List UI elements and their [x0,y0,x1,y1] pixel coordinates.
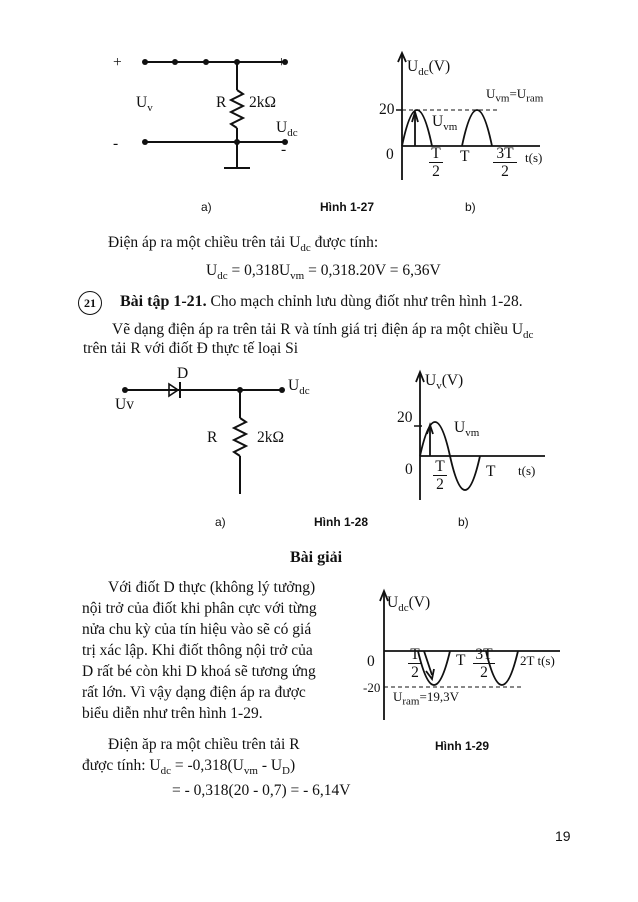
fig127-uvm-eq: $U_{vm}=U_{ram}$ [486,86,544,105]
fig128-label-b: b) [458,515,469,529]
fig127-label-b: b) [465,200,476,214]
solution-line: biểu diễn như trên hình 1-29. [82,705,263,722]
exercise-header: Bài tập 1-21. Cho mạch chỉnh lưu dùng điốt như trên hình 1-28. [120,293,523,310]
fig128-r-label: R [207,429,218,446]
diode-label: D [177,365,189,382]
fig129-2t: 2T t(s) [520,653,555,668]
fig128-caption: Hình 1-28 [314,515,369,529]
fig129-uram: $U_{ram}=19,3V$ [393,689,459,708]
fig128-ts: t(s) [518,463,536,478]
fig128-udc-label: $U_{dc}$ [288,377,310,398]
resistor-label: R [216,94,227,111]
fig129-neg20: -20 [363,680,381,695]
solution-line: nửa chu kỳ của tín hiệu vào sẽ có giá [82,621,312,638]
calc-line1: Điện ăp ra một chiều trên tải R [108,736,300,753]
fig127-uvm: $U_{vm}$ [432,113,458,134]
fig129-thalf: T 2 [408,646,422,682]
formula-udc: $U_{dc} = 0,318U_{vm} = 0,318.20V = 6,36V$ [206,262,441,283]
solution-line: rất lớn. Vì vậy dạng điện áp ra được [82,684,306,701]
solution-line: D rất bé còn khi D khoá sẽ tương ứng [82,663,316,680]
minus-left: - [113,135,119,152]
text-udc-computed: Điện áp ra một chiều trên tải $U_{dc}$ được tính: [108,234,379,255]
fig128-y20: 20 [397,409,413,426]
page-number: 19 [555,828,571,844]
fig127-graph [360,50,560,190]
fig128-label-a: a) [215,515,226,529]
minus-right: - [281,141,287,158]
fig127-label-a: a) [201,200,212,214]
uv-label: $U_v$ [136,94,153,115]
exercise-badge: 21 [78,291,102,315]
fig127-t3half: 3T 2 [493,145,517,181]
fig127-zero: 0 [386,146,394,163]
fig129-t: T [456,652,466,669]
fig129-t3half: 3T 2 [473,646,495,682]
fig127-caption: Hình 1-27 [320,200,375,214]
calc-line2: được tính: $U_{dc} = -0,318(U_{vm} - U_D)$ [82,757,296,778]
fig128-uvm: $U_{vm}$ [454,419,480,440]
calc-line3: = - 0,318(20 - 0,7) = - 6,14V [172,782,351,799]
solution-line: nội trở của điốt khi phân cực với từng [82,600,317,617]
fig129-caption: Hình 1-29 [435,739,490,753]
fig128-yaxis-label: $U_v(V)$ [425,372,464,393]
exercise-line3: trên tải R với điốt Đ thực tế loại Si [83,340,299,357]
fig128-thalf: T 2 [433,458,447,494]
fig128-zero: 0 [405,461,413,478]
plus-right: + [277,54,286,71]
exercise-line2: Vẽ dạng điện áp ra trên tải R và tính giá trị điện áp ra một chiều $U_{dc}$ [112,321,534,342]
fig127-y20: 20 [379,101,395,118]
solution-heading: Bài giải [290,549,343,566]
plus-left: + [113,54,122,71]
fig127-t: T [460,148,470,165]
fig129-zero: 0 [367,653,375,670]
fig128-r-value: 2kΩ [257,429,285,446]
fig127-yaxis-label: $U_{dc}(V)$ [407,58,451,79]
fig127-circuit [100,50,300,180]
fig127-thalf: T 2 [429,145,443,181]
fig129-yaxis-label: $U_{dc}(V)$ [387,594,431,615]
fig128-t: T [486,463,496,480]
resistor-value: 2kΩ [249,94,277,111]
solution-paragraph [82,577,317,724]
fig127-ts: t(s) [525,150,543,165]
solution-line: Với điốt D thực (không lý tưởng) [108,579,316,596]
udc-label: $U_{dc}$ [276,119,298,140]
solution-line: trị xác lập. Khi điốt thông nội trở của [82,642,313,659]
fig128-uv-label: Uv [115,396,134,413]
